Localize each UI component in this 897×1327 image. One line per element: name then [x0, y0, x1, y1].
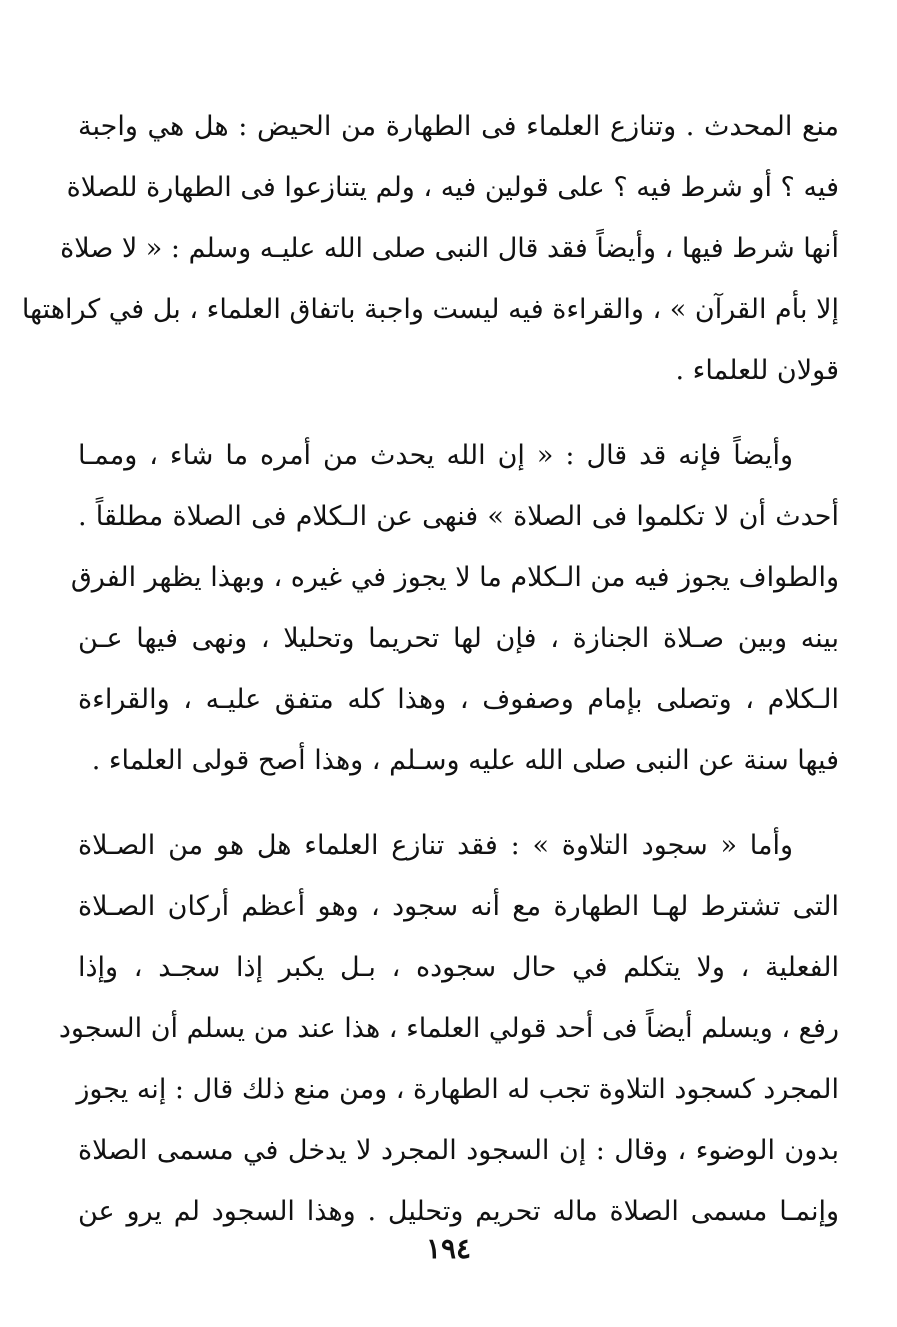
- text-line: إلا بأم القرآن » ، والقراءة فيه ليست واجبة باتفاق العلماء ، بل في كراهتها: [21, 294, 839, 325]
- paragraph-1: [21, 96, 839, 401]
- page-body: [21, 96, 839, 1287]
- page-number: ١٩٤: [425, 1232, 472, 1265]
- text-line: منع المحدث . وتنازع العلماء فى الطهارة من الحيض : هل هي واجبة: [78, 111, 839, 142]
- text-line: فيها سنة عن النبى صلى الله عليه وسـلم ، وهذا أصح قولى العلماء .: [91, 745, 839, 776]
- text-line: أحدث أن لا تكلموا فى الصلاة » فنهى عن الـكلام فى الصلاة مطلقاً .: [78, 501, 839, 532]
- text-line: أنها شرط فيها ، وأيضاً فقد قال النبى صلى الله عليـه وسلم : « لا صلاة: [60, 233, 839, 264]
- text-line: الـكلام ، وتصلى بإمام وصفوف ، وهذا كله متفق عليـه ، والقراءة: [78, 684, 839, 715]
- text-line: قولان للعلماء .: [675, 355, 839, 386]
- paragraph-3: [58, 815, 839, 1242]
- text-line: الفعلية ، ولا يتكلم في حال سجوده ، بـل يكبر إذا سجـد ، وإذا: [78, 952, 839, 983]
- text-line: رفع ، ويسلم أيضاً فى أحد قولي العلماء ، هذا عند من يسلم أن السجود: [58, 1013, 839, 1044]
- text-line: وأيضاً فإنه قد قال : « إن الله يحدث من أمره ما شاء ، وممـا: [78, 440, 793, 471]
- text-line: وإنمـا مسمى الصلاة ماله تحريم وتحليل . وهذا السجود لم يرو عن: [78, 1196, 839, 1227]
- text-line: المجرد كسجود التلاوة تجب له الطهارة ، ومن منع ذلك قال : إنه يجوز: [76, 1074, 839, 1105]
- text-line: بينه وبين صـلاة الجنازة ، فإن لها تحريما وتحليلا ، ونهى فيها عـن: [78, 623, 839, 654]
- text-line: وأما « سجود التلاوة » : فقد تنازع العلماء هل هو من الصـلاة: [78, 830, 793, 861]
- paragraph-2: [70, 425, 839, 791]
- text-line: والطواف يجوز فيه من الـكلام ما لا يجوز في غيره ، وبهذا يظهر الفرق: [70, 562, 839, 593]
- text-line: فيه ؟ أو شرط فيه ؟ على قولين فيه ، ولم يتنازعوا فى الطهارة للصلاة: [66, 172, 839, 203]
- text-line: التى تشترط لهـا الطهارة مع أنه سجود ، وهو أعظم أركان الصـلاة: [78, 891, 839, 922]
- text-line: بدون الوضوء ، وقال : إن السجود المجرد لا يدخل في مسمى الصلاة: [78, 1135, 839, 1166]
